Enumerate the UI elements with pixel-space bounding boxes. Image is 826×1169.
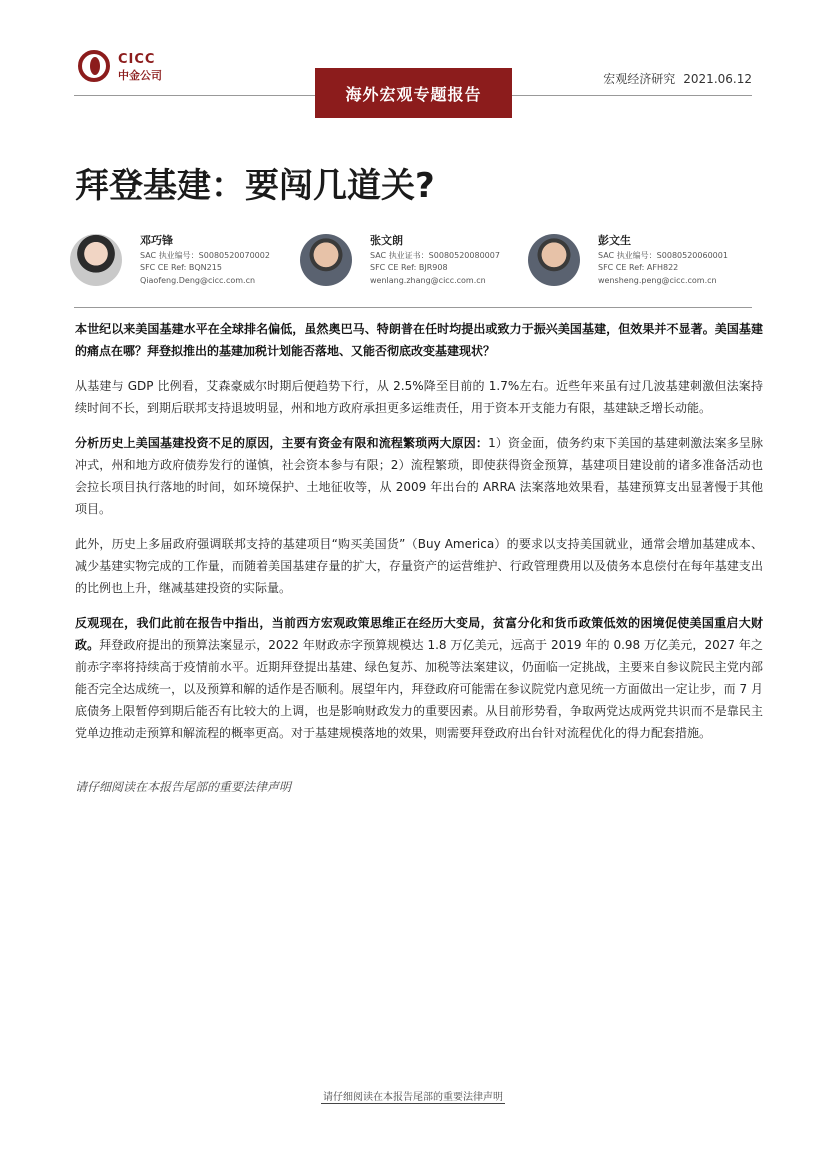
- paragraph: [75, 375, 763, 419]
- report-type-banner: 海外宏观专题报告: [315, 68, 512, 118]
- author-sfc: SFC CE Ref: BQN215: [140, 263, 222, 272]
- page-title: 拜登基建：要闯几道关?: [75, 166, 435, 206]
- authors-rule: [74, 307, 752, 308]
- author-email[interactable]: wensheng.peng@cicc.com.cn: [598, 276, 717, 285]
- author-name: 张文朗: [370, 234, 403, 247]
- header-meta: [603, 70, 752, 87]
- author-photo: [300, 234, 352, 286]
- author-sfc: SFC CE Ref: AFH822: [598, 263, 679, 272]
- paragraph: [75, 533, 763, 599]
- logo-en: CICC: [118, 52, 156, 67]
- logo-cn: 中金公司: [118, 69, 162, 82]
- category: 宏观经济研究: [603, 72, 676, 86]
- author-name: 邓巧锋: [140, 234, 173, 247]
- author-email[interactable]: Qiaofeng.Deng@cicc.com.cn: [140, 276, 256, 285]
- disclaimer: 请仔细阅读在本报告尾部的重要法律声明: [75, 780, 292, 794]
- author-photo: [70, 234, 122, 286]
- author-name: 彭文生: [598, 234, 631, 247]
- author-card: [528, 228, 748, 298]
- paragraph-lead: 反观现在，我们此前在报告中指出，当前西方宏观政策思维正在经历大变局，贫富分化和货币政策低效的困境促使美国重启大财政。: [75, 616, 763, 652]
- paragraph-text: 1）资金面，债务约束下美国的基建刺激法案多呈脉冲式，州和地方政府债券发行的谨慎，社会资本参与有限；2）流程繁琐，即使获得资金预算，基建项目建设前的诸多准备活动也会拉长项目执行落地的时间，如环境保护、土地征收等，从 2009 年出台的 ARRA 法案落地效果看，基建预算支出显著慢于其他项目。: [75, 436, 763, 516]
- author-email[interactable]: wenlang.zhang@cicc.com.cn: [370, 276, 486, 285]
- author-sac: SAC 执业编号：S0080520070002: [140, 251, 270, 260]
- author-card: [300, 228, 520, 298]
- paragraph-text: 拜登政府提出的预算法案显示，2022 年财政赤字预算规模达 1.8 万亿美元，远高于 2019 年的 0.98 万亿美元，2027 年之前赤字率将持续高于疫情前水平。近期拜登提出基建、绿色复苏、加税等法案建议，仍面临一定挑战，主要来自参议院民主党内部能否完全达成统一，以及预算和解的适作是否顺利。展望年内，拜登政府可能需在参议院党内意见统一方面做出一定让步，而 7 月底债务上限暂停到期后能否有比较大的上调，也是影响财政发力的重要因素。从目前形势看，争取两党达成两党共识而不是靠民主党单边推动走预算和解流程的概率更高。对于基建规模落地的效果，则需要拜登政府出台针对流程优化的得力配套措施。: [75, 638, 763, 740]
- paragraph-text: 此外，历史上多届政府强调联邦支持的基建项目“购买美国货”（Buy America）的要求以支持美国就业，通常会增加基建成本、减少基建实物完成的工作量，而随着美国基建存量的扩大，存量资产的运营维护、行政管理费用以及债务本息偿付在每年基建支出的比例也上升，继减基建投资的实际量。: [75, 537, 763, 595]
- author-sac: SAC 执业编号：S0080520060001: [598, 251, 728, 260]
- author-card: [70, 228, 290, 298]
- paragraph: [75, 612, 763, 744]
- author-photo: [528, 234, 580, 286]
- paragraph-text: 从基建与 GDP 比例看，艾森豪威尔时期后便趋势下行，从 2.5%降至目前的 1.7%左右。近些年来虽有过几波基建刺激但法案持续时间不长，到期后联邦支持退坡明显，州和地方政府承担更多运维责任，用于资本开支能力有限，基建缺乏增长动能。: [75, 379, 763, 415]
- paragraph: [75, 318, 763, 362]
- paragraph-lead: 分析历史上美国基建投资不足的原因，主要有资金有限和流程繁琐两大原因：: [75, 436, 489, 450]
- author-sac: SAC 执业证书：S0080520080007: [370, 251, 500, 260]
- paragraph: [75, 432, 763, 520]
- report-date: 2021.06.12: [683, 72, 752, 86]
- footer: [0, 1088, 826, 1103]
- paragraph-lead: 本世纪以来美国基建水平在全球排名偏低，虽然奥巴马、特朗普在任时均提出或致力于振兴美国基建，但效果并不显著。美国基建的痛点在哪？拜登拟推出的基建加税计划能否落地、又能否彻底改变基建现状？: [75, 322, 763, 358]
- report-body: [75, 318, 763, 757]
- cicc-logo-icon: [78, 50, 110, 82]
- authors: [70, 228, 760, 298]
- author-sfc: SFC CE Ref: BJR908: [370, 263, 448, 272]
- footer-notice[interactable]: 请仔细阅读在本报告尾部的重要法律声明: [323, 1092, 503, 1103]
- cicc-logo: [78, 50, 188, 84]
